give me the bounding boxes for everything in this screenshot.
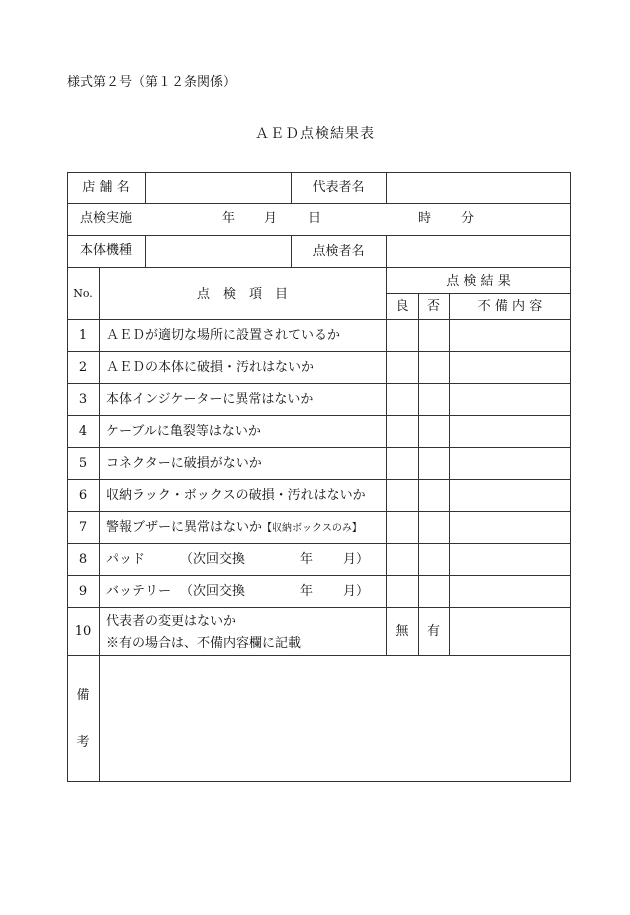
row-7-text: 警報ブザーに異常はないか【収納ボックスのみ】 — [106, 520, 362, 535]
remarks-label-2: 考 — [76, 735, 90, 750]
inspector-field[interactable] — [387, 236, 570, 266]
row-8-year: 年 — [300, 552, 314, 567]
form-number: 様式第２号（第１２条関係） — [67, 75, 237, 90]
representative-label: 代表者名 — [312, 180, 365, 195]
representative-field[interactable] — [387, 173, 570, 203]
row-10-none: 無 — [395, 624, 409, 639]
row-9-no: 9 — [78, 584, 88, 599]
row-9-year: 年 — [300, 584, 314, 599]
column-defect: 不 備 内 容 — [477, 299, 543, 314]
row-8-no: 8 — [78, 552, 88, 567]
row-2-no: 2 — [78, 360, 88, 375]
row-10-note: ※有の場合は、不備内容欄に記載 — [106, 636, 302, 651]
column-result: 点 検 結 果 — [446, 274, 511, 289]
column-good: 良 — [395, 299, 409, 314]
row-9-month: 月） — [343, 584, 370, 599]
date-month: 月 — [264, 211, 278, 226]
row-1-no: 1 — [78, 328, 88, 343]
date-hour: 時 — [418, 211, 432, 226]
row-10-no: 10 — [74, 624, 92, 639]
date-year: 年 — [222, 211, 236, 226]
column-bad: 否 — [426, 299, 440, 314]
row-6-no: 6 — [78, 488, 88, 503]
row-9-text: バッテリー — [106, 584, 172, 599]
row-9-next-replace: （次回交換 — [180, 584, 246, 599]
row-8-next-replace: （次回交換 — [180, 552, 246, 567]
row-7-note: 【収納ボックスのみ】 — [262, 523, 362, 534]
row-4-text: ケーブルに亀裂等はないか — [106, 424, 261, 439]
row-10-have: 有 — [426, 624, 440, 639]
inspection-date-label: 点検実施 — [79, 211, 132, 226]
column-no: No. — [73, 287, 93, 300]
row-4-no: 4 — [78, 424, 88, 439]
row-8-month: 月） — [343, 552, 370, 567]
row-6-text: 収納ラック・ボックスの破損・汚れはないか — [106, 488, 366, 503]
store-name-field[interactable] — [146, 173, 290, 203]
row-3-no: 3 — [78, 392, 88, 407]
document-title: ＡＥＤ点検結果表 — [255, 126, 375, 142]
remarks-label-1: 備 — [76, 688, 90, 703]
date-minute: 分 — [461, 211, 475, 226]
store-name-label: 店 舗 名 — [82, 180, 130, 195]
remarks-field[interactable] — [100, 656, 570, 781]
row-5-no: 5 — [78, 456, 88, 471]
row-5-text: コネクターに破損がないか — [106, 456, 262, 471]
inspector-label: 点検者名 — [312, 244, 365, 259]
model-field[interactable] — [146, 236, 290, 266]
date-day: 日 — [308, 211, 322, 226]
column-items: 点 検 項 目 — [196, 287, 288, 302]
row-8-text: パッド — [106, 552, 146, 567]
inspection-date-field[interactable] — [146, 204, 570, 234]
row-2-text: ＡＥＤの本体に破損・汚れはないか — [106, 360, 315, 375]
row-7-no: 7 — [78, 520, 88, 535]
model-label: 本体機種 — [79, 243, 132, 258]
row-1-text: ＡＥＤが適切な場所に設置されているか — [106, 328, 341, 343]
row-10-text: 代表者の変更はないか — [106, 614, 237, 629]
row-3-text: 本体インジケーターに異常はないか — [106, 392, 314, 407]
